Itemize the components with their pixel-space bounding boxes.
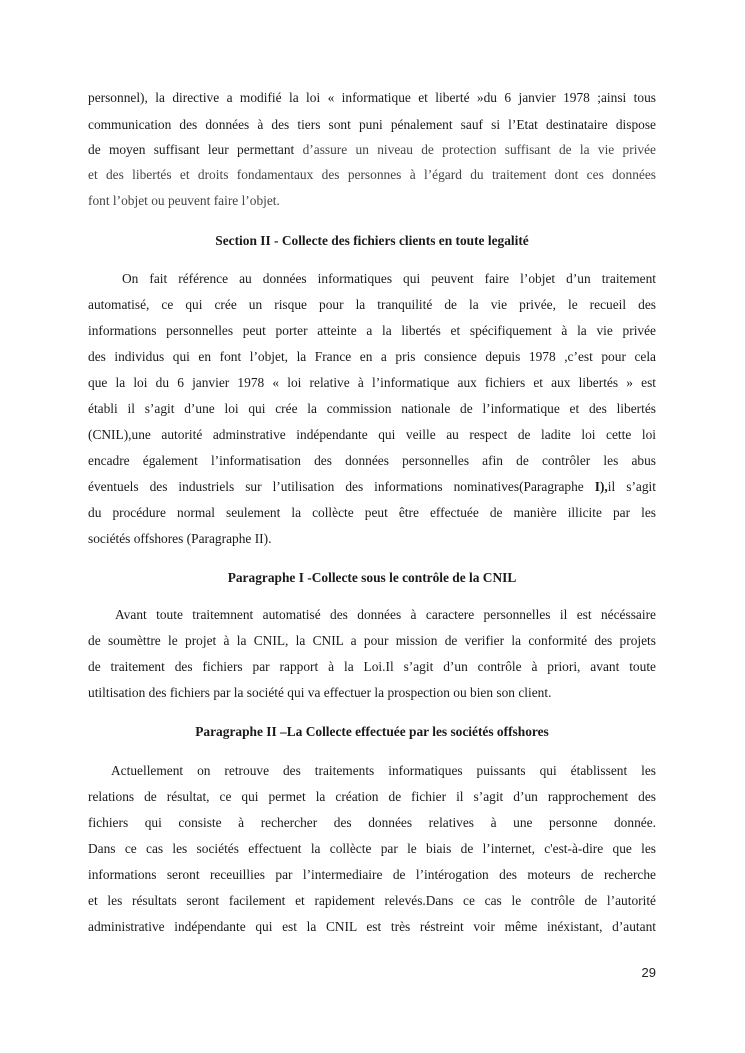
p2-line-6: et les résultats seront facilement et rapidement relevés.Dans ce cas le contrôle de l’autorité xyxy=(88,893,656,908)
section-line-9b: I), xyxy=(594,479,608,494)
section-line-5: que la loi du 6 janvier 1978 « loi relative à l’informatique aux fichiers et aux libertés » est xyxy=(88,375,656,390)
section-line-9a: éventuels des industriels sur l’utilisation des informations nominatives(Paragraphe xyxy=(88,479,595,494)
section-line-4: des individus qui en font l’objet, la France en a pris consience depuis 1978 ,c’est pour cela xyxy=(88,349,656,364)
section-line-10: du procédure normal seulement la collècte peut être effectuée de manière illicite par les xyxy=(88,505,656,520)
intro-line-3a: de moyen suffisant leur permettant xyxy=(88,142,303,157)
p2-line-3: fichiers qui consiste à rechercher des données relatives à une personne donnée. xyxy=(88,815,656,830)
section-line-11: sociétés offshores (Paragraphe II). xyxy=(88,531,272,546)
p2-line-7: administrative indépendante qui est la CNIL est très réstreint voir même inéxistant, d’autant xyxy=(88,919,656,934)
section-line-3: informations personnelles peut porter atteinte a la libertés et spécifiquement à la vie privée xyxy=(88,323,656,338)
section-line-9c: il s’agit xyxy=(607,479,656,494)
section-line-8: encadre également l’informatisation des données personnelles afin de contrôler les abus xyxy=(88,453,656,468)
intro-line-3b: d’assure un niveau de protection suffisant de la vie privée xyxy=(302,142,657,157)
p1-line-1: Avant toute traitemnent automatisé des données à caractere personnelles il est nécéssaire xyxy=(115,607,656,622)
intro-line-4: et des libertés et droits fondamentaux des personnes à l’égard du traitement dont ces données xyxy=(88,167,656,182)
intro-line-3 xyxy=(88,140,656,160)
intro-line-5: font l’objet ou peuvent faire l’objet. xyxy=(88,193,280,208)
page-number: 29 xyxy=(641,965,656,980)
section-line-1: On fait référence au données informatiques qui peuvent faire l’objet d’un traitement xyxy=(122,271,656,286)
intro-line-1: personnel), la directive a modifié la loi « informatique et liberté »du 6 janvier 1978 ;ainsi tous xyxy=(88,90,656,105)
p1-line-3: de traitement des fichiers par rapport à la Loi.Il s’agit d’un contrôle à priori, avant toute xyxy=(88,659,656,674)
p1-line-4: utiltisation des fichiers par la société qui va effectuer la prospection ou bien son client. xyxy=(88,685,552,700)
p1-line-2: de soumèttre le projet à la CNIL, la CNIL a pour mission de verifier la conformité des projets xyxy=(88,633,656,648)
section-line-6: établi il s’agit d’une loi qui crée la commission nationale de l’informatique et des libertés xyxy=(88,401,656,416)
section-title: Section II - Collecte des fichiers clients en toute legalité xyxy=(215,233,529,248)
section-line-2: automatisé, ce qui crée un risque pour la tranquilité de la vie privée, le recueil des xyxy=(88,297,656,312)
p2-line-1: Actuellement on retrouve des traitements informatiques puissants qui établissent les xyxy=(111,763,656,778)
section-line-9 xyxy=(88,477,656,497)
section-line-7: (CNIL),une autorité adminstrative indépendante qui veille au respect de ladite loi cette loi xyxy=(88,427,656,442)
p2-line-4: Dans ce cas les sociétés effectuent la collècte par le biais de l’internet, c'est-à-dire que les xyxy=(88,841,656,856)
intro-line-2: communication des données à des tiers sont puni pénalement sauf si l’Etat destinataire dispose xyxy=(88,117,656,132)
heading-paragraphe-2: Paragraphe II –La Collecte effectuée par les sociétés offshores xyxy=(195,724,549,739)
heading-paragraphe-1: Paragraphe I -Collecte sous le contrôle de la CNIL xyxy=(227,570,517,585)
p2-line-5: informations seront receuillies par l’intermediaire de l’intérogation des moteurs de recherche xyxy=(88,867,656,882)
p2-line-2: relations de résultat, ce qui permet la création de fichier il s’agit d’un rapprochement des xyxy=(88,789,656,804)
